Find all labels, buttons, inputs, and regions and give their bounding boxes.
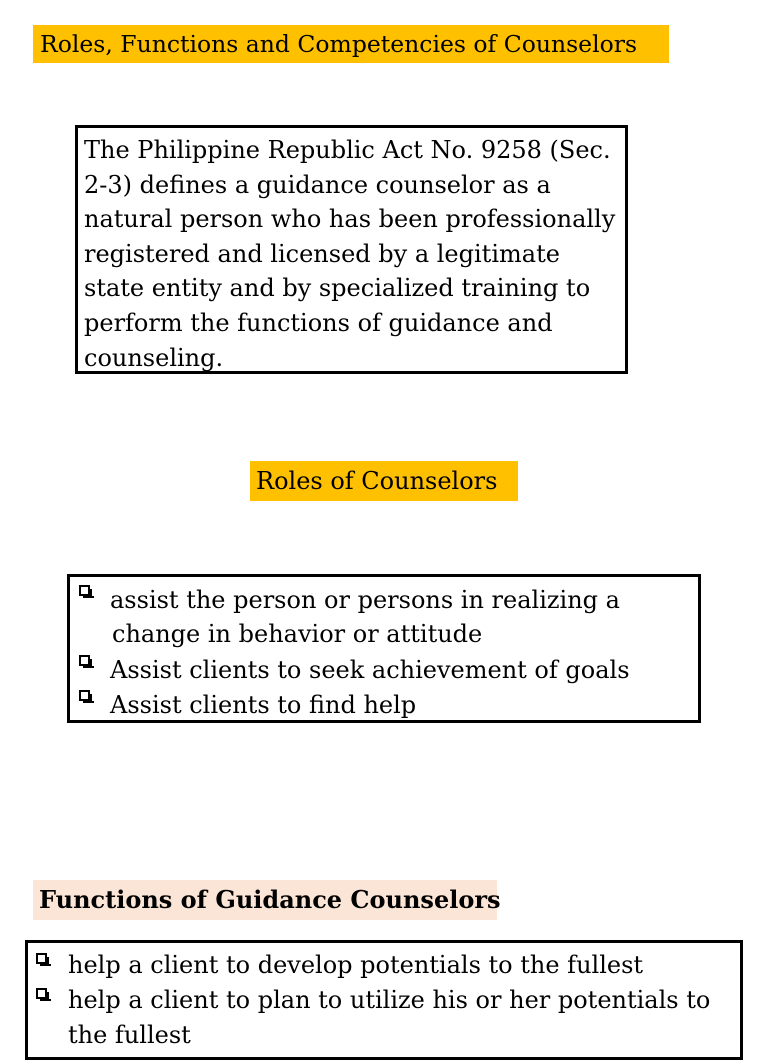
definition-line: 2-3) defines a guidance counselor as a xyxy=(84,170,551,199)
list-item: assist the person or persons in realizing a xyxy=(110,586,620,614)
checkbox-bullet-icon xyxy=(36,988,47,999)
definition-line: natural person who has been professionally xyxy=(84,205,616,234)
functions-heading: Functions of Guidance Counselors xyxy=(33,880,497,920)
definition-box xyxy=(75,125,628,374)
list-item: Assist clients to find help xyxy=(110,691,417,719)
definition-line: counseling. xyxy=(84,343,224,372)
definition-line: state entity and by specialized training to xyxy=(84,274,591,303)
list-item: help a client to plan to utilize his or her potentials to xyxy=(68,986,711,1014)
definition-line: registered and licensed by a legitimate xyxy=(84,239,560,268)
functions-list xyxy=(25,940,743,1060)
checkbox-bullet-icon xyxy=(79,690,90,701)
list-item-continuation: the fullest xyxy=(68,1021,191,1049)
checkbox-bullet-icon xyxy=(79,585,90,596)
roles-list xyxy=(67,574,701,723)
list-item-continuation: change in behavior or attitude xyxy=(112,620,483,648)
roles-heading: Roles of Counselors xyxy=(250,461,518,501)
checkbox-bullet-icon xyxy=(79,655,90,666)
definition-line: perform the functions of guidance and xyxy=(84,308,553,337)
list-item: Assist clients to seek achievement of goals xyxy=(110,656,630,684)
definition-line: The Philippine Republic Act No. 9258 (Sec. xyxy=(84,136,611,164)
page-title: Roles, Functions and Competencies of Counselors xyxy=(33,25,669,63)
checkbox-bullet-icon xyxy=(36,953,47,964)
list-item: help a client to develop potentials to the fullest xyxy=(68,951,644,979)
